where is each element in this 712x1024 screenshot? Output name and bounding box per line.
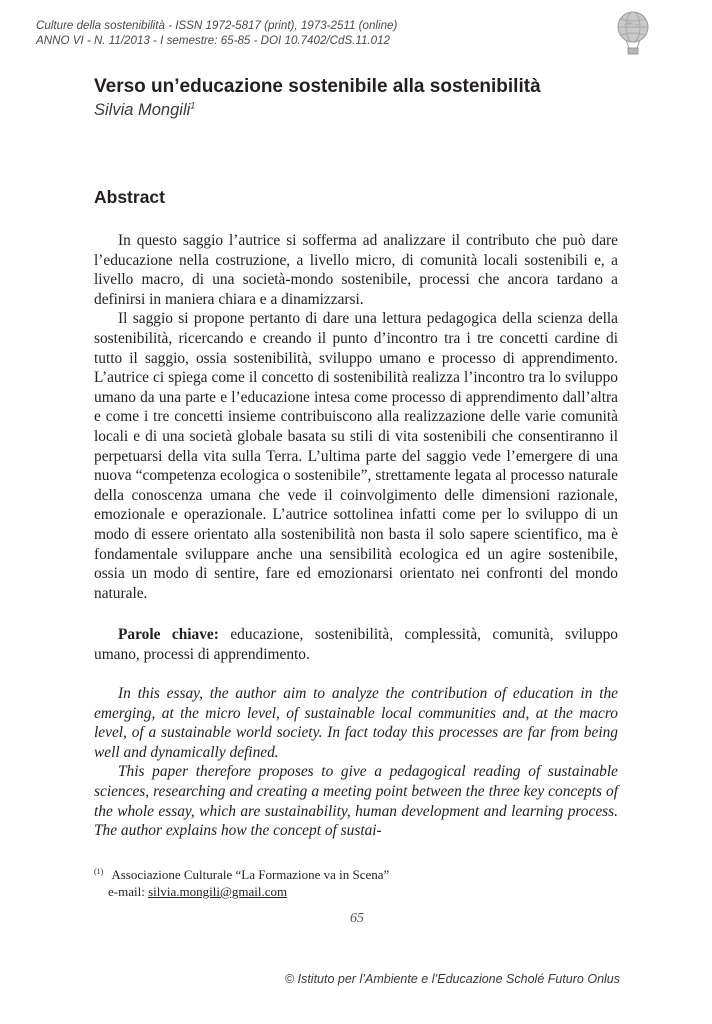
english-paragraph: This paper therefore proposes to give a pedagogical reading of sustainable sciences, researching and creating a meeting point between the three key concepts of the whole essay, which are sustainability, human development and learning process. The author explains how the concept of sustai-	[94, 763, 618, 840]
english-paragraph: In this essay, the author aim to analyze the contribution of education in the emerging, at the micro level, of sustainable local communities and, at the macro level, of a sustainable world society. In fact today this processes are far from being well and dynamically defined.	[94, 685, 618, 761]
journal-issue-line: ANNO VI - N. 11/2013 - I semestre: 65-85 - DOI 10.7402/CdS.11.012	[36, 34, 390, 47]
abstract-paragraph: Il saggio si propone pertanto di dare una lettura pedagogica della scienza della sostenibilità, ricercando e creando il punto d’incontro tra i tre concetti cardine di tutto il saggio, ossia sostenibilità, sviluppo umano e processo di apprendimento. L’autrice ci spiega come il concetto di sostenibilità realizza l’incontro tra lo sviluppo umano da una parte e l’educazione intesa come processo di apprendimento dall’altra e come i tre concetti insieme contribuiscono alla realizzazione delle varie comunità locali e di una società globale basata su stili di vita sostenibili che consentiranno il perpetuarsi della vita sulla Terra. L’ultima parte del saggio vede l’emergere di una nuova “competenza ecologica o sostenibile”, strettamente legata al processo naturale della conoscenza umana che vede il coinvolgimento delle dimensioni razionale, emozionale e operazionale. L’autrice sottolinea infatti come per lo sviluppo di un modo di essere orientato alla sostenibilità non basta il solo sapere scientifico, ma è fondamentale sviluppare anche una sensibilità ecologica ed un agire sostenibile, ossia un modo di sentire, fare ed emozionarsi orientato nei confronti del mondo naturale.	[94, 310, 618, 602]
footnote-marker: (1)	[94, 866, 104, 876]
footnote-email-link[interactable]: silvia.mongili@gmail.com	[148, 884, 288, 899]
abstract-paragraph: In questo saggio l’autrice si sofferma ad analizzare il contributo che può dare l’educazione nella costruzione, a livello micro, di comunità locali sostenibili e, a livello macro, di una società-mondo sostenibile, processi che ancora tardano a definirsi in maniera chiara e a dinamizzarsi.	[94, 232, 618, 308]
abstract-italian	[94, 231, 618, 603]
journal-issn-line: Culture della sostenibilità - ISSN 1972-5817 (print), 1973-2511 (online)	[36, 19, 398, 32]
keywords-label: Parole chiave:	[118, 626, 219, 643]
article-author	[94, 101, 195, 120]
footnote-affiliation: Associazione Culturale “La Formazione va in Scena”	[111, 867, 390, 882]
author-footnote-marker: 1	[190, 100, 196, 111]
globe-balloon-logo-icon	[614, 10, 652, 56]
keywords-block	[94, 625, 618, 664]
article-title: Verso un’educazione sostenibile alla sostenibilità	[94, 76, 541, 97]
footnote-email-label: e-mail:	[108, 884, 145, 899]
abstract-heading: Abstract	[94, 187, 165, 207]
author-name: Silvia Mongili	[94, 101, 191, 119]
keywords-list: educazione, sostenibilità, complessità, comunità, sviluppo umano, processi di apprendimento.	[94, 626, 618, 663]
copyright-footer: © Istituto per l’Ambiente e l’Educazione Scholé Futuro Onlus	[284, 972, 620, 986]
abstract-english	[94, 684, 618, 841]
footnote	[94, 866, 389, 900]
page-number: 65	[350, 911, 364, 926]
running-header	[36, 18, 397, 48]
